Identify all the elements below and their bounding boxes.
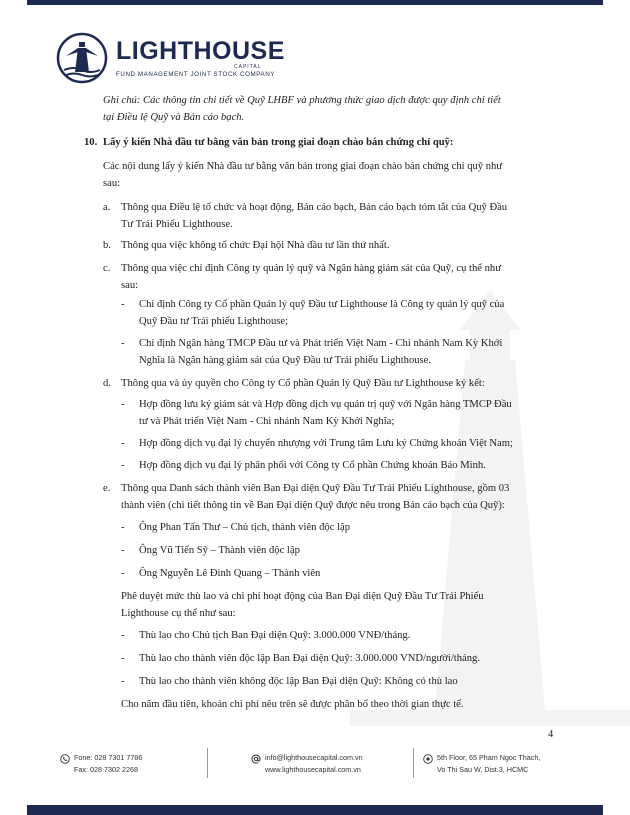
item-e-line-2: thành viên (chi tiết thông tin về Ban Đại diện Quỹ được nêu trong Bản cáo bạch của Quỹ): [121, 500, 505, 511]
fee-intro-line-2: Lighthouse cụ thể như sau: [121, 608, 236, 619]
item-c-sub-2-line-2: Nghĩa là Ngân hàng giám sát của Quỹ Đầu tư Trái phiếu Lighthouse. [139, 355, 432, 366]
item-d-sub-2-dash: - [121, 438, 125, 449]
item-d-sub-3-dash: - [121, 460, 125, 471]
item-d-sub-2: Hợp đồng dịch vụ đại lý chuyển nhượng với Trung tâm Lưu ký Chứng khoán Việt Nam; [139, 438, 513, 449]
footer-address-line-2: Vo Thi Sau W, Dist.3, HCMC [437, 765, 529, 774]
section-intro-line-1: Các nội dung lấy ý kiến Nhà đầu tư bằng văn bản trong giai đoạn chào bán chứng chỉ quỹ như [103, 161, 503, 172]
section-title: Lấy ý kiến Nhà đầu tư bằng văn bản trong giai đoạn chào bán chứng chỉ quỹ: [103, 137, 454, 148]
item-c-line-2: sau: [121, 280, 139, 291]
top-border-bar [27, 0, 603, 5]
item-c-sub-2-dash: - [121, 338, 125, 349]
item-d-label: d. [103, 378, 111, 389]
item-d-sub-1-line-2: tư và Phát triển Việt Nam - Chi nhánh Nam Kỳ Khởi Nghĩa; [139, 416, 395, 427]
fee-2: Thù lao cho thành viên độc lập Ban Đại diện Quỹ: 3.000.000 VND/người/tháng. [139, 653, 480, 664]
location-pin-icon [423, 754, 433, 764]
note-line-1: Ghi chú: Các thông tin chi tiết về Quỹ LHBF và phương thức giao dịch được quy định chi tiết [103, 95, 501, 106]
item-d-sub-3: Hợp đồng dịch vụ đại lý phân phối với Công ty Cổ phần Chứng khoán Bảo Minh. [139, 460, 486, 471]
item-b-line-1: Thông qua việc không tổ chức Đại hội Nhà đầu tư lần thứ nhất. [121, 240, 390, 251]
member-3-dash: - [121, 568, 125, 579]
at-icon [251, 754, 261, 764]
item-d-sub-1-dash: - [121, 399, 125, 410]
item-c-sub-2-line-1: Chỉ định Ngân hàng TMCP Đầu tư và Phát triển Việt Nam - Chi nhánh Nam Kỳ Khởi [139, 338, 503, 349]
item-d-line-1: Thông qua và ủy quyền cho Công ty Cổ phần Quản lý Quỹ Đầu tư Lighthouse ký kết: [121, 378, 485, 389]
member-1: Ông Phan Tấn Thư – Chủ tịch, thành viên độc lập [139, 522, 351, 533]
bottom-border-bar [27, 805, 603, 815]
item-b-label: b. [103, 240, 111, 251]
section-intro-line-2: sau: [103, 178, 121, 189]
item-e-line-1: Thông qua Danh sách thành viên Ban Đại diện Quỹ Đầu Tư Trái Phiếu Lighthouse, gồm 03 [121, 483, 510, 494]
footer-phone: Fone: 028 7301 7786 [74, 753, 143, 762]
brand-capital: CAPITAL [234, 64, 262, 70]
page-number: 4 [548, 729, 554, 740]
fee-1-dash: - [121, 630, 125, 641]
footer-divider-1 [207, 748, 208, 778]
item-d-sub-1-line-1: Hợp đồng lưu ký giám sát và Hợp đồng dịch vụ quản trị quỹ với Ngân hàng TMCP Đầu [139, 399, 512, 410]
item-c-sub-1-line-1: Chỉ định Công ty Cổ phần Quản lý quỹ Đầu tư Lighthouse là Công ty quản lý quỹ của [139, 299, 505, 310]
brand-name: LIGHTHOUSE [116, 37, 285, 65]
item-c-label: c. [103, 263, 111, 274]
footer-address-line-1: 5th Floor, 65 Pham Ngoc Thach, [437, 753, 541, 762]
member-2-dash: - [121, 545, 125, 556]
item-a-label: a. [103, 202, 111, 213]
item-c-line-1: Thông qua việc chỉ định Công ty quản lý quỹ và Ngân hàng giám sát của Quỹ, cụ thể như [121, 263, 501, 274]
member-3: Ông Nguyễn Lê Đình Quang – Thành viên [139, 568, 321, 579]
member-2: Ông Vũ Tiến Sỹ – Thành viên độc lập [139, 545, 300, 556]
section-number: 10. [84, 137, 98, 148]
member-1-dash: - [121, 522, 125, 533]
company-logo [56, 32, 286, 84]
footer-fax: Fax: 028 7302 2268 [74, 765, 138, 774]
brand-tagline: FUND MANAGEMENT JOINT STOCK COMPANY [116, 71, 276, 78]
fee-intro-line-1: Phê duyệt mức thù lao và chi phí hoạt động của Ban Đại diện Quỹ Đầu Tư Trái Phiếu [121, 591, 484, 602]
item-c-sub-1-line-2: Quỹ Đầu tư Trái phiếu Lighthouse; [139, 316, 289, 327]
item-e-label: e. [103, 483, 111, 494]
fee-2-dash: - [121, 653, 125, 664]
fee-1: Thù lao cho Chủ tịch Ban Đại diện Quỹ: 3.000.000 VNĐ/tháng. [139, 630, 411, 641]
closing-sentence: Cho năm đầu tiên, khoản chi phí nêu trên sẽ được phân bổ theo thời gian thực tế. [121, 699, 464, 710]
footer-email[interactable]: info@lighthousecapital.com.vn [265, 753, 363, 762]
fee-3-dash: - [121, 676, 125, 687]
lighthouse-icon [56, 32, 108, 84]
footer-divider-2 [413, 748, 414, 778]
note-line-2: tại Điều lệ Quỹ và Bản cáo bạch. [103, 112, 245, 123]
phone-icon [60, 754, 70, 764]
fee-3: Thù lao cho thành viên không độc lập Ban Đại diện Quỹ: Không có thù lao [139, 676, 458, 687]
item-a-line-2: Tư Trái Phiếu Lighthouse. [121, 219, 233, 230]
item-c-sub-1-dash: - [121, 299, 125, 310]
item-a-line-1: Thông qua Điều lệ tổ chức và hoạt động, Bản cáo bạch, Bản cáo bạch tóm tắt của Quỹ Đầu [121, 202, 508, 213]
footer-website[interactable]: www.lighthousecapital.com.vn [265, 765, 361, 774]
